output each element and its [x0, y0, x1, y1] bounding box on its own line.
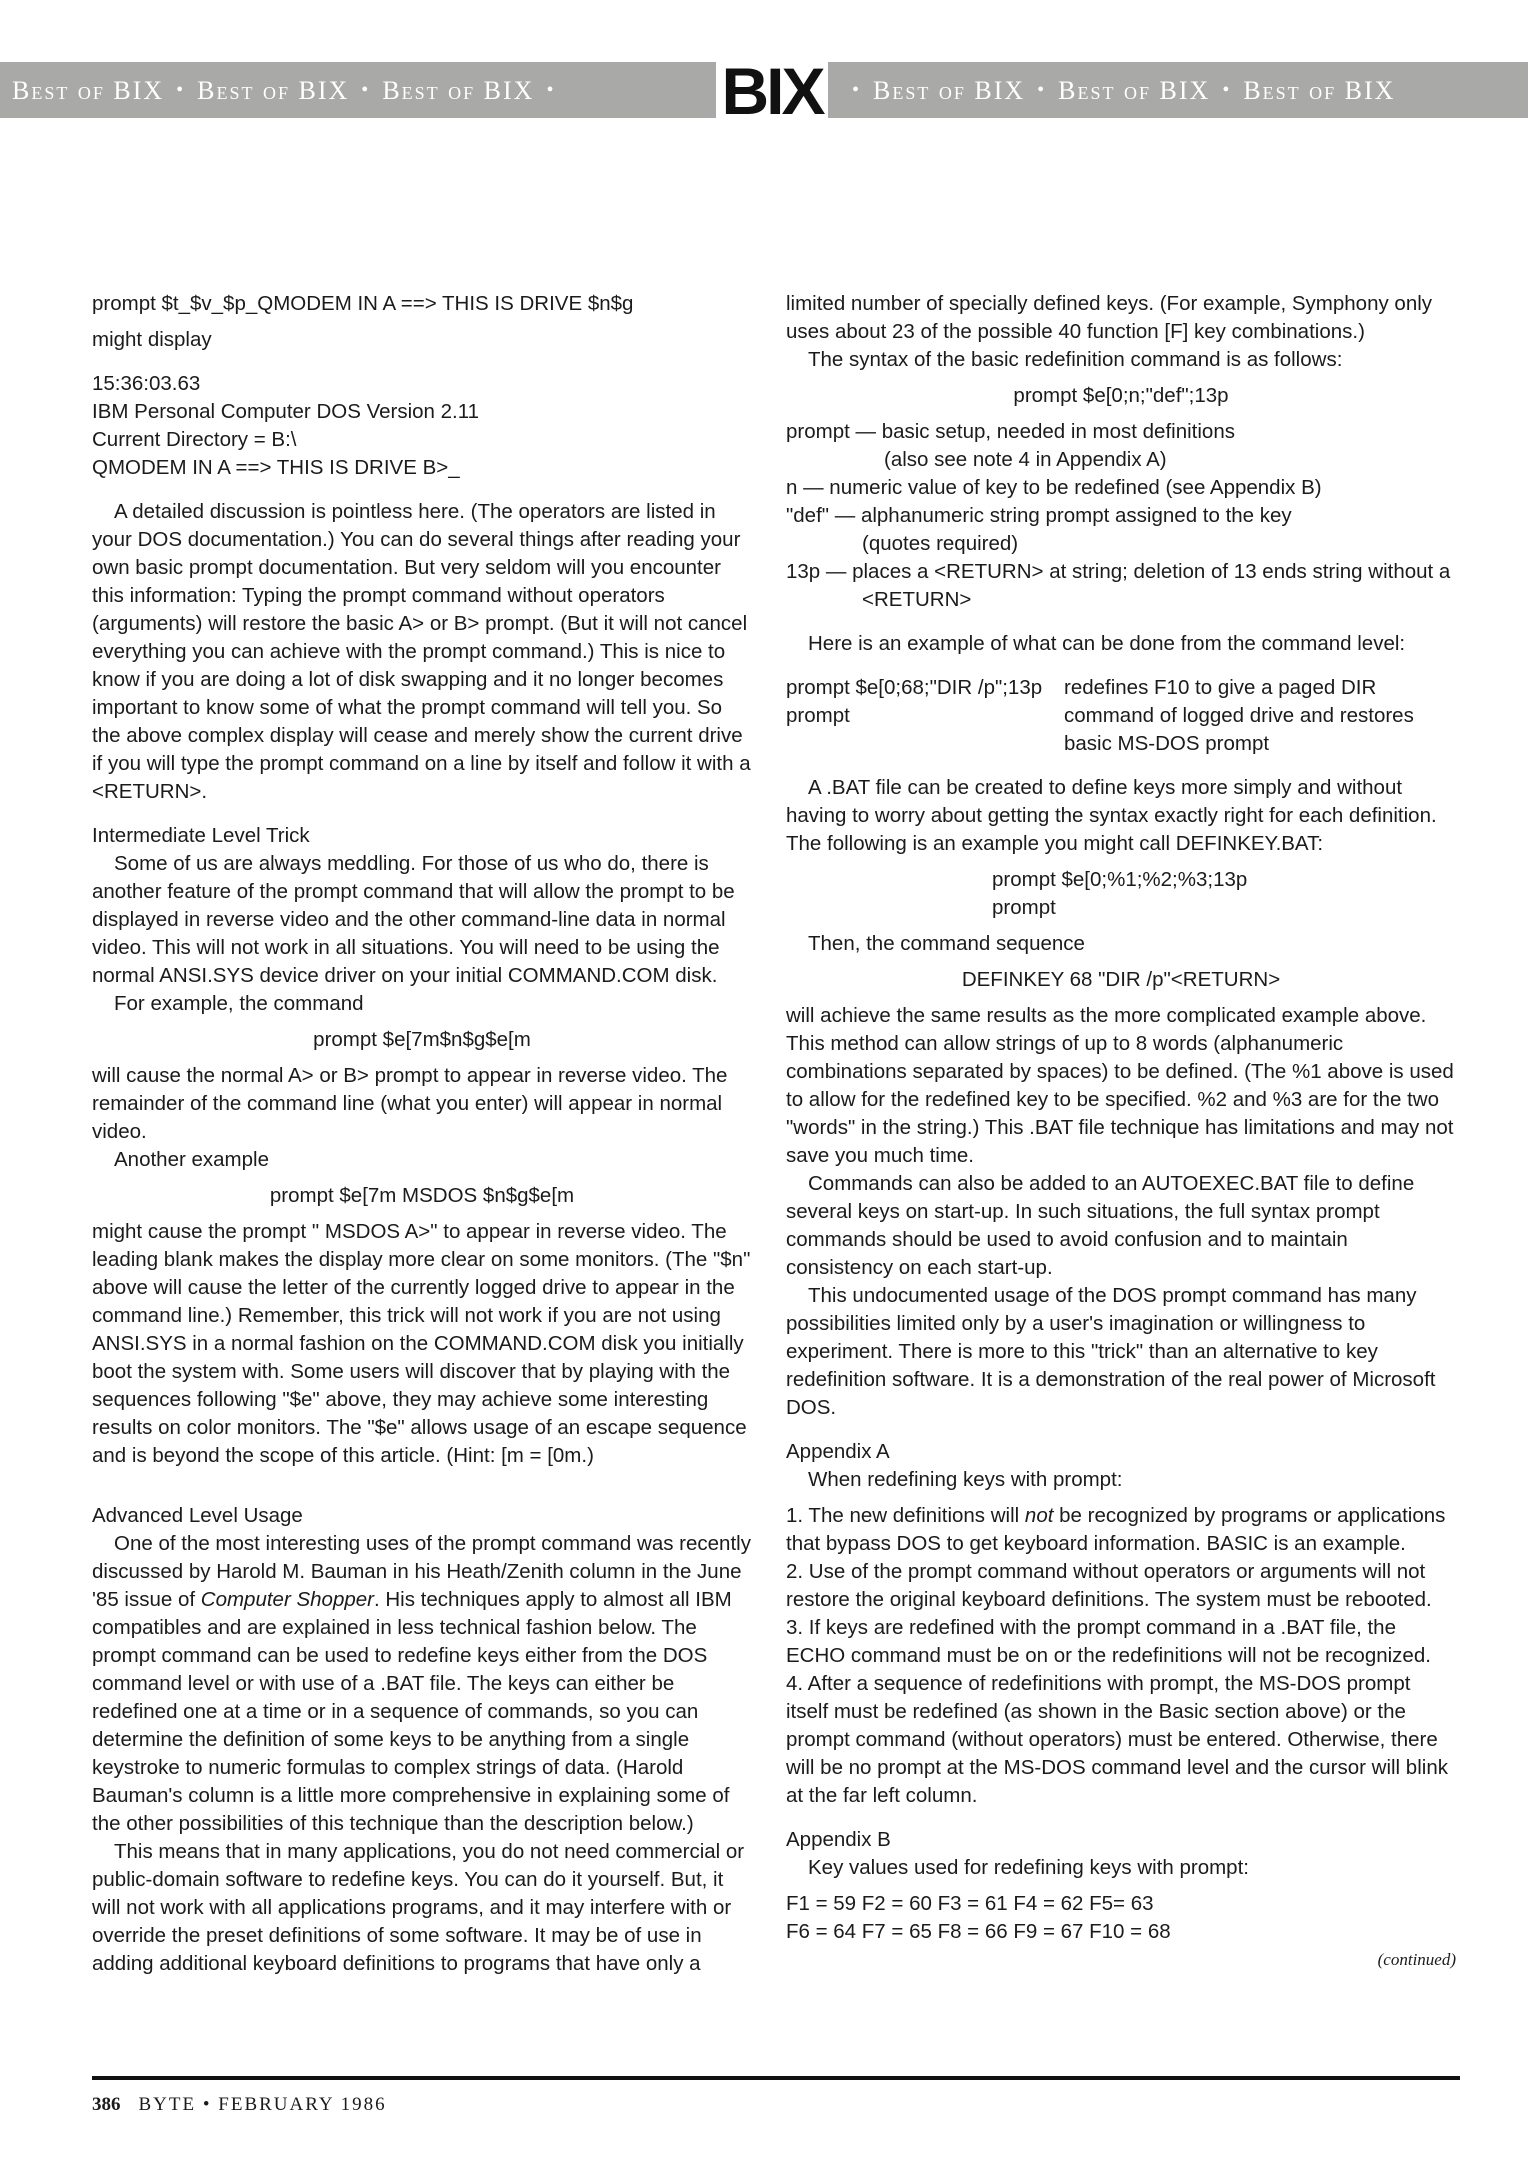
- paragraph: For example, the command: [114, 992, 364, 1015]
- paragraph: [92, 1530, 752, 1838]
- output-line: Current Directory = B:\: [92, 428, 297, 451]
- paragraph: This undocumented usage of the DOS prompt command has many possibilities limited only by a user's imagination or willingness to experiment. There is more to this "trick" than an alternative to key redefinition software. It is a demonstration of the real power of Microsoft DOS.: [786, 1284, 1436, 1419]
- text-run: . His techniques apply to almost all IBM compatibles and are explained in less technical fashion below. The prompt command can be used to redefine keys either from the DOS command level or with use of a .BAT file. The keys can either be redefined one at a time or in a sequence of commands, so you can determine the definition of some keys to be anything from a single keystroke to numeric formulas to complex strings of data. (Harold Bauman's column is a little more comprehensive in explaining some of the other possibilities of this technique than the description below.): [92, 1588, 732, 1835]
- appendix-subtitle: Key values used for redefining keys with prompt:: [808, 1856, 1249, 1879]
- paragraph: Commands can also be added to an AUTOEXEC.BAT file to define several keys on start-up. In such situations, the full syntax prompt commands should be used to avoid confusion and to maintain consistency on each start-up.: [786, 1172, 1415, 1279]
- definition-item-cont: (quotes required): [862, 532, 1019, 555]
- page-footer: 386 BYTE • FEBRUARY 1986: [92, 2094, 387, 2115]
- bix-logo: BIX: [716, 56, 828, 126]
- example-table: [786, 674, 1456, 758]
- definition-item: 13p — places a <RETURN> at string; deletion of 13 ends string without a <RETURN>: [786, 560, 1451, 611]
- output-line: 15:36:03.63: [92, 372, 201, 395]
- paragraph: A .BAT file can be created to define keys more simply and without having to worry about getting the syntax exactly right for each definition. The following is an example you might call DEFINKEY.BAT:: [786, 776, 1437, 855]
- output-line: IBM Personal Computer DOS Version 2.11: [92, 400, 480, 423]
- banner-item: Best of BIX: [873, 76, 1026, 105]
- code-line: prompt $e[7m$n$g$e[m: [313, 1028, 531, 1051]
- paragraph: The syntax of the basic redefinition command is as follows:: [808, 348, 1343, 371]
- appendix-heading: Appendix B: [786, 1828, 891, 1851]
- text-run: be recognized by programs or applications that bypass DOS to get keyboard information. BASIC is an example.: [786, 1504, 1446, 1555]
- paragraph: A detailed discussion is pointless here. (The operators are listed in your DOS documentation.) You can do several things after reading your own basic prompt documentation. But very seldom will you encounter this information: Typing the prompt command without operators (arguments) will restore the basic A> or B> prompt. (But it will not cancel everything you can achieve with the prompt command.) This is nice to know if you are doing a lot of disk swapping and it no longer becomes important to know some of what the prompt command will tell you. So the above complex display will cease and merely show the current drive if you will type the prompt command on a line by itself and follow it with a <RETURN>.: [92, 500, 751, 803]
- example-description: [1064, 674, 1456, 758]
- code-line: prompt $e[0;n;"def";13p: [1013, 384, 1229, 407]
- definition-item-cont: (also see note 4 in Appendix A): [884, 448, 1167, 471]
- appendix-note: 4. After a sequence of redefinitions with prompt, the MS-DOS prompt itself must be redefined (as shown in the Basic section above) or the prompt command (without operators) must be entered. Otherwise, there will be no prompt at the MS-DOS command level and the cursor will blink at the far left column.: [786, 1672, 1448, 1807]
- paragraph: will achieve the same results as the more complicated example above. This method can allow strings of up to 8 words (alphanumeric combinations separated by spaces) to be defined. (The %1 above is used to allow for the redefined key to be specified. %2 and %3 are for the two "words" in the string.) This .BAT file technique has limitations and may not save you much time.: [786, 1004, 1454, 1167]
- definition-item: "def" — alphanumeric string prompt assigned to the key: [786, 504, 1292, 527]
- text-run: 1. The new definitions will: [786, 1504, 1025, 1527]
- code-line: prompt $e[0;68;"DIR /p";13p: [786, 676, 1043, 699]
- footer-rule: [92, 2076, 1460, 2080]
- banner-item: Best of BIX: [382, 76, 535, 105]
- paragraph: This means that in many applications, you do not need commercial or public-domain software to redefine keys. You can do it yourself. But, it will not work with all applications programs, and it may interfere with or override the preset definitions of some software. It may be of use in adding additional keyboard definitions to programs that have only a: [92, 1840, 745, 1975]
- banner-separator: •: [546, 79, 556, 101]
- banner-separator: •: [176, 79, 186, 101]
- text-run: One of the most interesting uses of the prompt command was recently discussed by Harold M. Bauman in his Heath/Zenith column in the June '85 issue of: [92, 1532, 751, 1611]
- example-commands: [786, 674, 1064, 758]
- banner-item: Best of BIX: [197, 76, 350, 105]
- paragraph: Then, the command sequence: [808, 932, 1085, 955]
- banner-right: [840, 62, 1528, 118]
- paragraph: limited number of specially defined keys. (For example, Symphony only uses about 23 of the possible 40 function [F] key combinations.): [786, 292, 1433, 343]
- page-number: 386: [92, 2094, 121, 2115]
- paragraph: Another example: [114, 1148, 269, 1171]
- banner-item: Best of BIX: [1243, 76, 1396, 105]
- banner-item: Best of BIX: [1058, 76, 1211, 105]
- section-heading: Intermediate Level Trick: [92, 824, 310, 847]
- appendix-note: [786, 1502, 1456, 1558]
- code-line: prompt $e[7m MSDOS $n$g$e[m: [269, 1184, 575, 1207]
- key-values-row: F6 = 64 F7 = 65 F8 = 66 F9 = 67 F10 = 68: [786, 1920, 1171, 1943]
- output-line: QMODEM IN A ==> THIS IS DRIVE B>_: [92, 456, 460, 479]
- banner-item: Best of BIX: [12, 76, 165, 105]
- right-column: [786, 290, 1456, 1974]
- definition-item: n — numeric value of key to be redefined (see Appendix B): [786, 476, 1322, 499]
- banner-separator: •: [1222, 79, 1232, 101]
- appendix-subtitle: When redefining keys with prompt:: [808, 1468, 1123, 1491]
- section-heading: Advanced Level Usage: [92, 1504, 303, 1527]
- code-line: prompt $t_$v_$p_QMODEM IN A ==> THIS IS DRIVE $n$g: [92, 292, 634, 315]
- paragraph: Some of us are always meddling. For those of us who do, there is another feature of the prompt command that will allow the prompt to be displayed in reverse video and the other command-line data in normal video. This will not work in all situations. You will need to be using the normal ANSI.SYS device driver on your initial COMMAND.COM disk.: [92, 852, 735, 987]
- code-line: prompt: [992, 896, 1056, 919]
- body-text: might display: [92, 328, 212, 351]
- banner-separator: •: [1037, 79, 1047, 101]
- banner-separator: •: [361, 79, 371, 101]
- paragraph: will cause the normal A> or B> prompt to appear in reverse video. The remainder of the command line (what you enter) will appear in normal video.: [92, 1064, 728, 1143]
- key-values-row: F1 = 59 F2 = 60 F3 = 61 F4 = 62 F5= 63: [786, 1892, 1154, 1915]
- appendix-heading: Appendix A: [786, 1440, 890, 1463]
- appendix-note: 3. If keys are redefined with the prompt command in a .BAT file, the ECHO command must be on or the redefinitions will not be recognized.: [786, 1616, 1431, 1667]
- paragraph: might cause the prompt " MSDOS A>" to appear in reverse video. The leading blank makes the display more clear on some monitors. (The "$n" above will cause the letter of the currently logged drive to appear in the command line.) Remember, this trick will not work if you are not using ANSI.SYS in a normal fashion on the COMMAND.COM disk you initially boot the system with. Some users will discover that by playing with the sequences following "$e" above, they may achieve some interesting results on color monitors. The "$e" allows usage of an escape sequence and is beyond the scope of this article. (Hint: [m = [0m.): [92, 1220, 751, 1467]
- magazine-name: BYTE: [138, 2094, 197, 2115]
- appendix-note: 2. Use of the prompt command without operators or arguments will not restore the original keyboard definitions. The system must be rebooted.: [786, 1560, 1432, 1611]
- banner-left: [12, 62, 712, 118]
- paragraph: Here is an example of what can be done from the command level:: [808, 632, 1406, 655]
- definition-item: prompt — basic setup, needed in most definitions: [786, 420, 1235, 443]
- issue-date: FEBRUARY 1986: [218, 2094, 387, 2115]
- code-line: DEFINKEY 68 "DIR /p"<RETURN>: [961, 968, 1281, 991]
- example-desc: redefines F10 to give a paged DIR command of logged drive and restores basic MS-DOS prompt: [1064, 676, 1414, 755]
- left-column: [92, 290, 752, 1978]
- banner-separator: •: [852, 79, 862, 101]
- emphasis: not: [1024, 1504, 1054, 1527]
- code-line: prompt: [786, 704, 850, 727]
- magazine-title: Computer Shopper: [200, 1588, 374, 1611]
- code-line: prompt $e[0;%1;%2;%3;13p: [992, 868, 1248, 891]
- continued-label: (continued): [1377, 1950, 1456, 1969]
